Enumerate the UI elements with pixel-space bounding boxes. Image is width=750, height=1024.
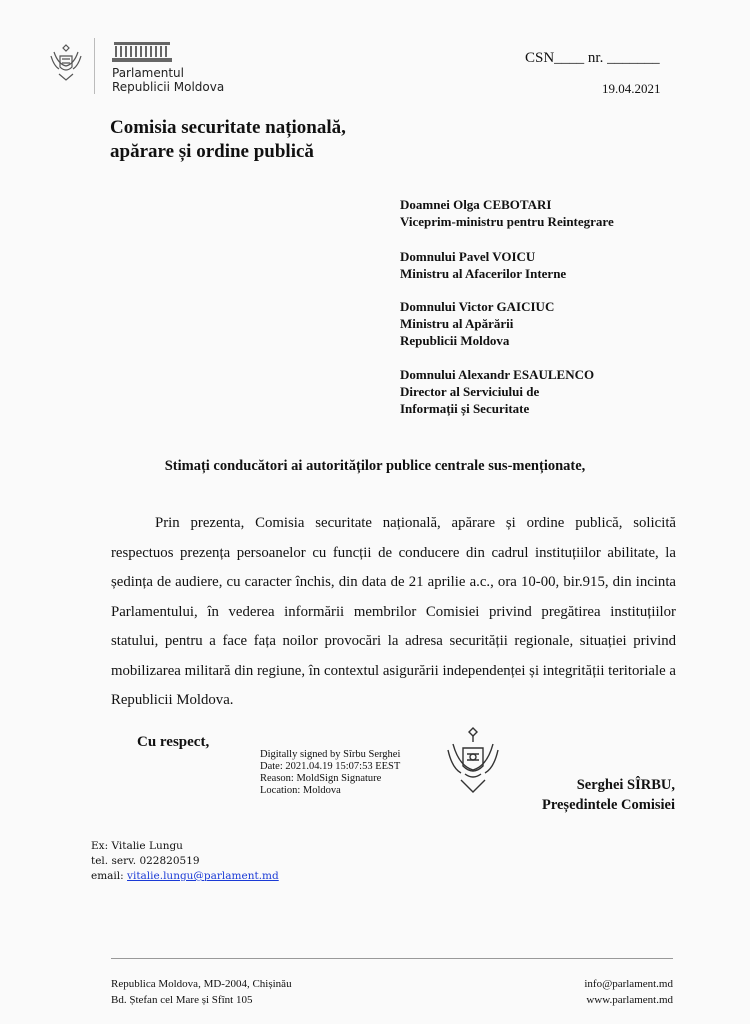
executor-email-label: email: [91, 870, 128, 882]
signature-reason: Reason: MoldSign Signature [260, 773, 382, 784]
executor-info [91, 839, 279, 884]
signer-name: Serghei SÎRBU, [576, 777, 675, 793]
parliament-name-line2: Republicii Moldova [112, 80, 225, 94]
signature-location: Location: Moldova [260, 785, 341, 796]
letter-body [111, 509, 676, 716]
footer-contact [584, 976, 673, 1008]
commission-title-line2: apărare și ordine publică [110, 141, 314, 162]
seal-emblem-icon [445, 724, 501, 798]
addressee-block [400, 248, 566, 282]
footer-email: info@parlament.md [584, 978, 673, 990]
commission-title-line1: Comisia securitate națională, [110, 117, 346, 138]
signature-line: Digitally signed by Sîrbu Serghei [260, 749, 401, 760]
footer-website: www.parlament.md [586, 994, 673, 1006]
addressee-name: Doamnei Olga CEBOTARI [400, 197, 552, 212]
addressee-title: Ministru al Afacerilor Interne [400, 266, 567, 281]
addressee-title: Viceprim-ministru pentru Reintegrare [400, 214, 614, 229]
footer-address-line1: Republica Moldova, MD-2004, Chișinău [111, 978, 292, 990]
addressee-name: Domnului Victor GAICIUC [400, 299, 555, 314]
executor-phone: tel. serv. 022820519 [91, 855, 200, 867]
addressee-title: Republicii Moldova [400, 333, 510, 348]
signature-date: Date: 2021.04.19 15:07:53 EEST [260, 761, 401, 772]
addressee-title: Ministru al Apărării [400, 316, 514, 331]
parliament-name-line1: Parlamentul [112, 66, 184, 80]
document-date: 19.04.2021 [602, 81, 661, 96]
footer-address-line2: Bd. Ștefan cel Mare și Sfînt 105 [111, 994, 253, 1006]
footer-divider [111, 958, 673, 959]
letter-paragraph: Prin prezenta, Comisia securitate națională, apărare și ordine publică, solicită respectuos prezența persoanelor cu funcții de conducere din cadrul instituțiilor abilitate, la ședința de audiere, cu caracter închis, din data de 21 aprilie a.c., ora 10-00, bir.915, din incinta Parlamentului, în vederea informării membrilor Comisiei privind pregătirea instituțiilor statului, pentru a face fața noilor provocări la adresa securității regionale, situației privind mobilizarea militară din regiune, în contextul asigurării independenței și integrității teritoriale a Republicii Moldova. [111, 515, 676, 708]
signer [542, 775, 675, 815]
header-separator [94, 38, 95, 94]
signer-role: Președintele Comisiei [541, 797, 675, 813]
salutation: Stimați conducători ai autorităților publice centrale sus-menționate, [164, 458, 586, 474]
executor-email-row [91, 869, 279, 884]
parliament-building-icon [112, 40, 172, 62]
executor-email-link[interactable]: vitalie.lungu@parlament.md [127, 870, 279, 882]
footer-address [111, 976, 292, 1008]
addressee-name: Domnului Pavel VOICU [400, 249, 536, 264]
executor-name: Ex: Vitalie Lungu [91, 840, 183, 852]
addressee-title: Director al Serviciului de [400, 384, 540, 399]
closing: Cu respect, [137, 734, 210, 750]
addressee-block [400, 298, 554, 349]
commission-title [110, 116, 346, 164]
registration-number: CSN____ nr. _______ [525, 50, 660, 66]
addressee-name: Domnului Alexandr ESAULENCO [400, 367, 595, 382]
addressee-title: Informații și Securitate [400, 401, 530, 416]
digital-signature [260, 749, 400, 797]
coat-of-arms-icon [49, 42, 83, 84]
addressee-block [400, 366, 594, 417]
addressee-block [400, 196, 614, 230]
parliament-name [112, 66, 224, 94]
